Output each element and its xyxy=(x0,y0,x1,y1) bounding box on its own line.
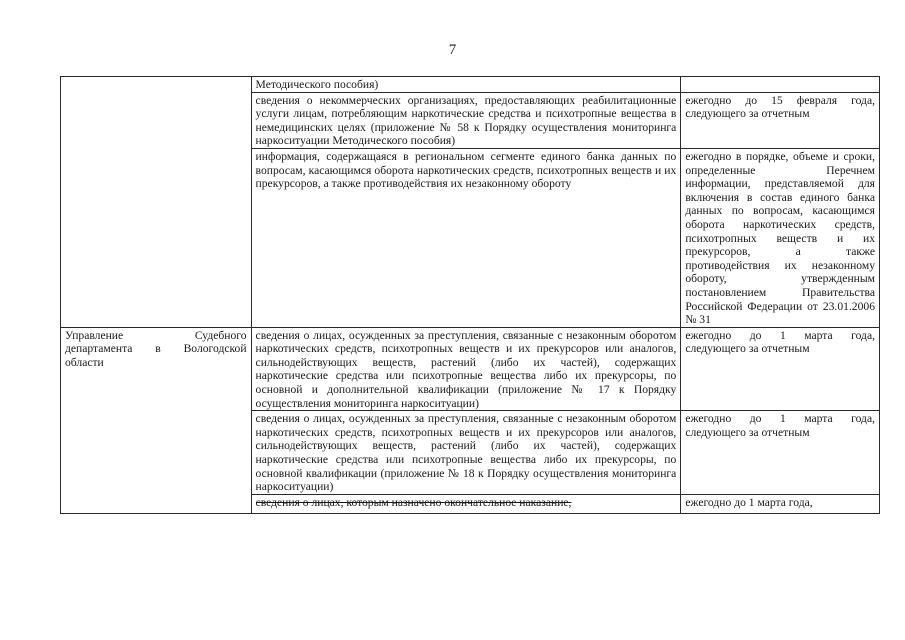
info-cell: Методического пособия) xyxy=(251,77,681,93)
info-cell: сведения о лицах, осужденных за преступления, связанные с незаконным оборотом наркотических средств, психотропных веществ и их прекурсоров или аналогов, сильнодействующих веществ, растений (либо их частей), содержащих наркотические средства или психотропные вещества либо их прекурсоры, по основной и дополнительной квалификации (приложение № 17 к Порядку осуществления мониторинга наркоситуации) xyxy=(251,327,681,411)
page-number: 7 xyxy=(448,42,457,58)
info-cell: информация, содержащаяся в региональном сегменте единого банка данных по вопросам, касающимся оборота наркотических средств, психотропных веществ и их прекурсоров, а также противодействия их незаконному обороту xyxy=(251,148,681,327)
info-cell-text: сведения о лицах, которым назначено окончательное наказание, xyxy=(255,495,572,509)
info-cell: сведения о лицах, осужденных за преступления, связанные с незаконным оборотом наркотических средств, психотропных веществ и их прекурсоров или аналогов, сильнодействующих веществ, растений (либо их частей), содержащих наркотические средства или психотропные вещества либо их прекурсоры, по основной квалификации (приложение № 18 к Порядку осуществления мониторинга наркоситуации) xyxy=(251,411,681,495)
period-cell-text: ежегодно до 1 марта года, xyxy=(685,495,813,509)
monitoring-table xyxy=(60,76,880,514)
info-cell xyxy=(251,494,681,513)
info-cell: сведения о некоммерческих организациях, предоставляющих реабилитационные услуги лицам, потребляющим наркотические средства и психотропные вещества в немедицинских целях (приложение № 58 к Порядку осуществления мониторинга наркоситуации Методического пособия) xyxy=(251,92,681,148)
period-cell xyxy=(681,77,880,93)
org-cell: Управление Судебного департамента в Вологодской области xyxy=(61,327,252,513)
table-row xyxy=(61,77,880,93)
table-row xyxy=(61,327,880,411)
period-cell: ежегодно до 15 февраля года, следующего за отчетным xyxy=(681,92,880,148)
org-cell xyxy=(61,77,252,328)
period-cell: ежегодно до 1 марта года, следующего за отчетным xyxy=(681,327,880,411)
period-cell: ежегодно в порядке, объеме и сроки, определенные Перечнем информации, представляемой для включения в состав единого банка данных по вопросам, касающимся оборота наркотических средств, психотропных веществ и их прекурсоров, а также противодействия их незаконному обороту, утвержденным постановлением Правительства Российской Федерации от 23.01.2006 № 31 xyxy=(681,148,880,327)
period-cell xyxy=(681,494,880,513)
period-cell: ежегодно до 1 марта года, следующего за отчетным xyxy=(681,411,880,495)
